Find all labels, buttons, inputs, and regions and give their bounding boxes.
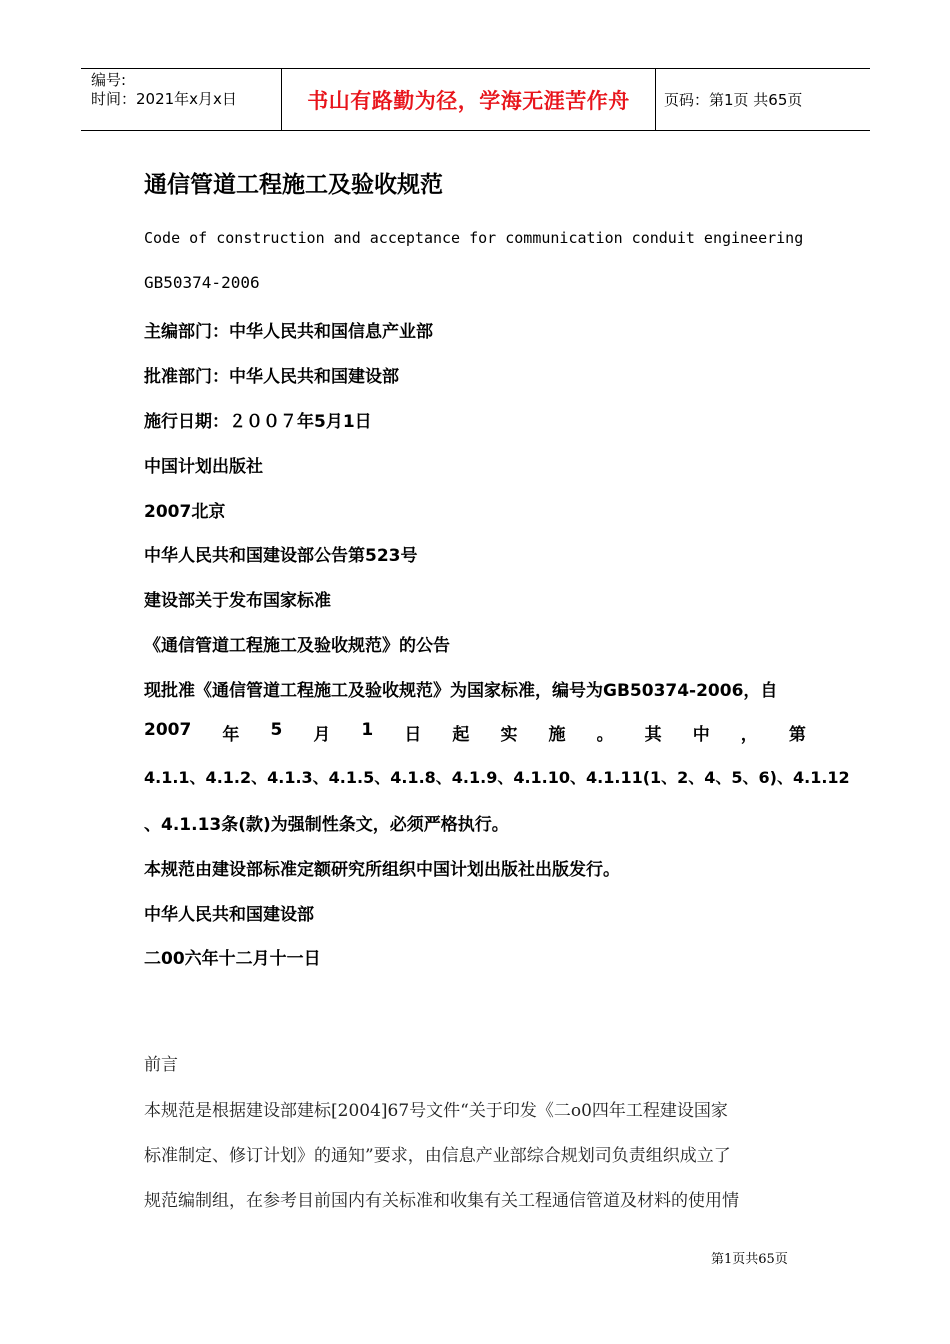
announcement-number: 中华人民共和国建设部公告第523号 <box>144 546 418 566</box>
justified-word: 起 <box>452 725 470 745</box>
justified-word: ， <box>740 725 758 745</box>
justified-word: 日 <box>404 725 422 745</box>
header-page-number: 页码：第1页 共65页 <box>664 91 803 109</box>
sign-date: 二00六年十二月十一日 <box>144 949 321 969</box>
justified-word: 。 <box>596 725 614 745</box>
english-title: Code of construction and acceptance for communication conduit engineering <box>144 229 804 247</box>
paragraph-line-justified <box>144 720 806 745</box>
justified-word: 1 <box>361 720 374 740</box>
time-label: 时间：2021年x月x日 <box>91 90 237 108</box>
preface-heading: 前言 <box>144 1055 178 1075</box>
paragraph-line: 现批准《通信管道工程施工及验收规范》为国家标准，编号为GB50374-2006，自 <box>144 681 778 701</box>
effective-date: 施行日期：２００７年5月1日 <box>144 412 372 432</box>
page-header <box>81 68 870 131</box>
signer: 中华人民共和国建设部 <box>144 905 314 925</box>
preface-line: 规范编制组，在参考目前国内有关标准和收集有关工程通信管道及材料的使用情 <box>144 1191 739 1211</box>
preface-line: 标准制定、修订计划》的通知”要求，由信息产业部综合规划司负责组织成立了 <box>144 1146 731 1166</box>
header-motto: 书山有路勤为径，学海无涯苦作舟 <box>307 88 630 113</box>
preface-line: 本规范是根据建设部建标[2004]67号文件“关于印发《二o0四年工程建设国家 <box>144 1101 728 1121</box>
document-title: 通信管道工程施工及验收规范 <box>144 172 443 198</box>
justified-word: 年 <box>222 725 240 745</box>
announcement-title-1: 建设部关于发布国家标准 <box>144 591 331 611</box>
announcement-title-2: 《通信管道工程施工及验收规范》的公告 <box>144 636 450 656</box>
justified-word: 5 <box>270 720 283 740</box>
justified-word: 第 <box>788 725 806 745</box>
editor-department: 主编部门：中华人民共和国信息产业部 <box>144 322 433 342</box>
paragraph-line: 、4.1.13条(款)为强制性条文，必须严格执行。 <box>144 815 509 835</box>
publish-place: 2007北京 <box>144 502 226 522</box>
publisher: 中国计划出版社 <box>144 457 263 477</box>
paragraph-publisher-note: 本规范由建设部标准定额研究所组织中国计划出版社出版发行。 <box>144 860 620 880</box>
approver-department: 批准部门：中华人民共和国建设部 <box>144 367 399 387</box>
standard-code: GB50374-2006 <box>144 273 260 292</box>
justified-word: 施 <box>548 725 566 745</box>
justified-word: 实 <box>500 725 518 745</box>
header-divider <box>655 69 656 130</box>
justified-word: 月 <box>313 725 331 745</box>
number-label: 编号: <box>91 71 127 89</box>
justified-word: 中 <box>692 725 710 745</box>
justified-word: 其 <box>644 725 662 745</box>
justified-word: 2007 <box>144 720 192 740</box>
paragraph-line: 4.1.1、4.1.2、4.1.3、4.1.5、4.1.8、4.1.9、4.1.10、4.1.11(1、2、4、5、6)、4.1.12 <box>144 768 850 787</box>
header-meta <box>91 71 237 109</box>
footer-page-number: 第1页共65页 <box>711 1252 788 1267</box>
